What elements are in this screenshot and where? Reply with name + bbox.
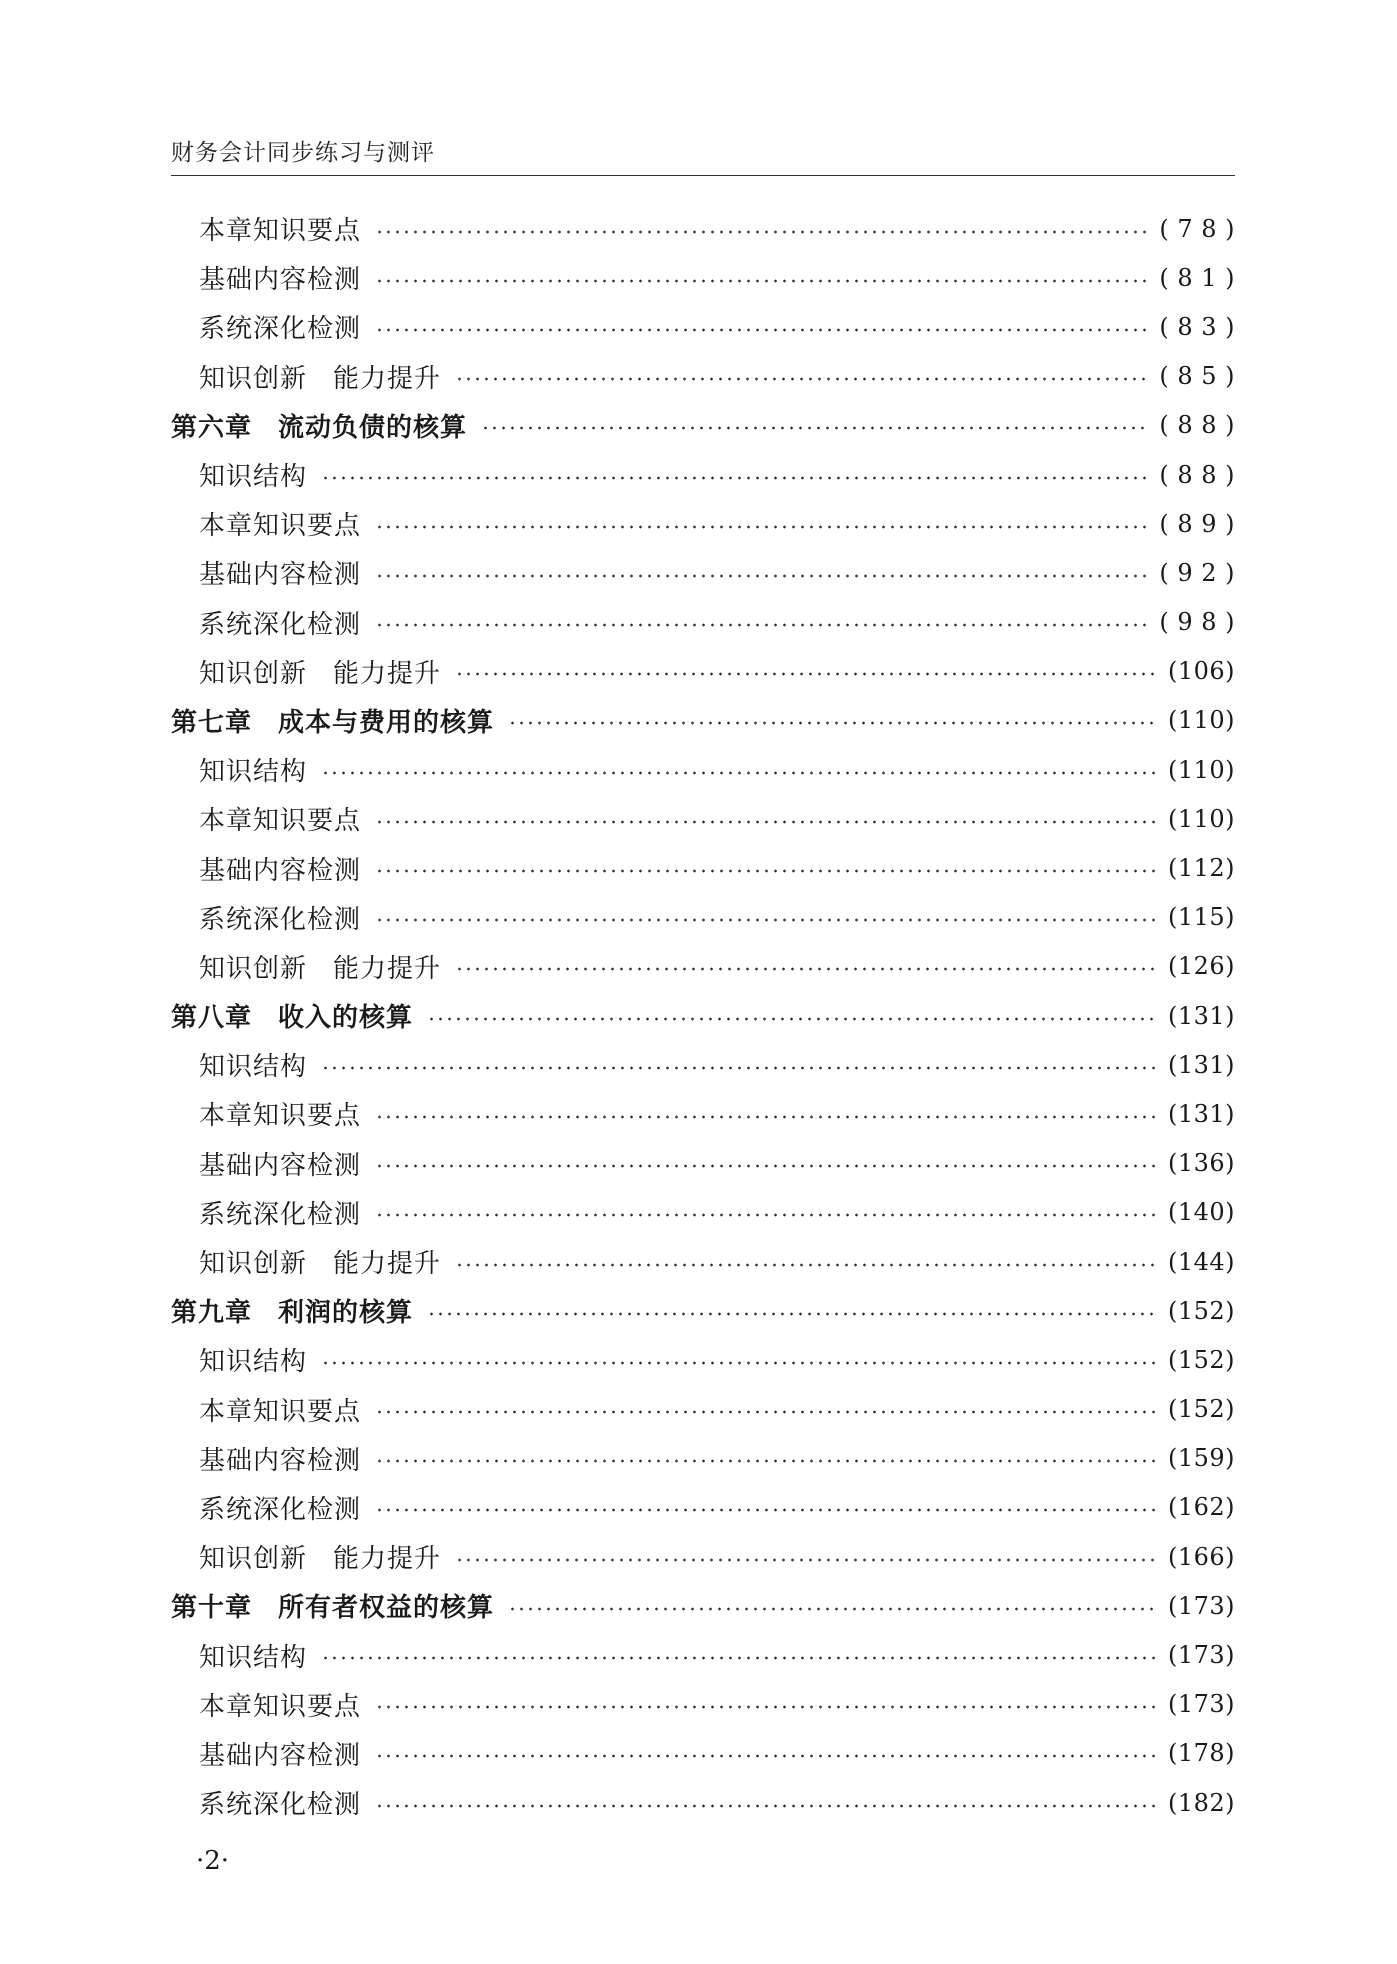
dot-leader — [375, 869, 1156, 873]
dot-leader — [375, 1804, 1156, 1808]
toc-entry-title-part1: 基础内容检测 — [199, 1445, 362, 1476]
toc-entry-title — [171, 308, 375, 345]
toc-section-row[interactable] — [171, 1040, 1235, 1089]
toc-entry-title — [171, 210, 375, 247]
toc-page-number: (159) — [1167, 1444, 1235, 1473]
dot-leader — [375, 574, 1147, 578]
dot-leader — [375, 525, 1147, 529]
toc-page-number: (126) — [1167, 952, 1235, 981]
toc-entry-title — [171, 1489, 375, 1526]
dot-leader — [427, 1312, 1156, 1316]
toc-page-number: (166) — [1167, 1542, 1235, 1571]
toc-entry-title — [171, 358, 455, 395]
toc-entry-title-part1: 第十章 — [171, 1593, 253, 1624]
dot-leader — [455, 672, 1156, 676]
toc-chapter-row[interactable] — [171, 1286, 1235, 1335]
toc-section-row[interactable] — [171, 302, 1235, 351]
toc-page-number: (144) — [1167, 1247, 1235, 1276]
dot-leader — [321, 1361, 1156, 1365]
toc-entry-title — [171, 1637, 321, 1674]
toc-section-row[interactable] — [171, 893, 1235, 942]
toc-section-row[interactable] — [171, 1729, 1235, 1778]
toc-entry-title-part1: 知识结构 — [199, 1052, 308, 1083]
toc-page-number: ( 9 8 ) — [1159, 608, 1235, 637]
dot-leader — [455, 1558, 1156, 1562]
toc-entry-title-part1: 系统深化检测 — [199, 314, 362, 345]
toc-entry-title-part1: 知识创新 — [199, 953, 308, 984]
dot-leader — [321, 771, 1156, 775]
toc-entry-title — [171, 505, 375, 542]
toc-entry-title — [171, 456, 321, 493]
toc-entry-title-part1: 知识创新 — [199, 1249, 308, 1280]
dot-leader — [321, 1656, 1156, 1660]
toc-entry-title-part1: 系统深化检测 — [199, 1790, 362, 1821]
toc-entry-title — [171, 1194, 375, 1231]
toc-entry-title-part1: 本章知识要点 — [199, 806, 362, 837]
toc-entry-title-part1: 知识结构 — [199, 1347, 308, 1378]
toc-entry-title-part2: 能力提升 — [333, 953, 442, 984]
toc-entry-title-part1: 本章知识要点 — [199, 1691, 362, 1722]
toc-section-row[interactable] — [171, 745, 1235, 794]
dot-leader — [455, 377, 1147, 381]
toc-entry-title-part1: 第六章 — [171, 412, 253, 443]
toc-page-number: (106) — [1167, 657, 1235, 686]
toc-entry-title-part1: 系统深化检测 — [199, 904, 362, 935]
dot-leader — [455, 1263, 1156, 1267]
toc-entry-title-part1: 本章知识要点 — [199, 1101, 362, 1132]
toc-entry-title-part1: 知识结构 — [199, 757, 308, 788]
toc-page-number: (140) — [1167, 1198, 1235, 1227]
toc-entry-title-part1: 知识创新 — [199, 1544, 308, 1575]
toc-entry-title-part1: 本章知识要点 — [199, 216, 362, 247]
toc-page-number: (131) — [1167, 1050, 1235, 1079]
toc-section-row[interactable] — [171, 1237, 1235, 1286]
toc-section-row[interactable] — [171, 598, 1235, 647]
toc-page-number: (178) — [1167, 1739, 1235, 1768]
toc-section-row[interactable] — [171, 1483, 1235, 1532]
toc-entry-title — [171, 604, 375, 641]
dot-leader — [481, 426, 1147, 430]
toc-section-row[interactable] — [171, 1385, 1235, 1434]
toc-entry-title-part1: 系统深化检测 — [199, 609, 362, 640]
toc-page-number: ( 8 3 ) — [1159, 312, 1235, 341]
toc-entry-title — [171, 1587, 508, 1624]
toc-section-row[interactable] — [171, 794, 1235, 843]
toc-page-number: ( 9 2 ) — [1159, 558, 1235, 587]
toc-page-number: ( 7 8 ) — [1159, 214, 1235, 243]
toc-entry-title-part2: 收入的核算 — [278, 1003, 414, 1034]
toc-entry-title-part1: 基础内容检测 — [199, 265, 362, 296]
dot-leader — [427, 1017, 1156, 1021]
dot-leader — [375, 1115, 1156, 1119]
toc-page-number: ( 8 5 ) — [1159, 362, 1235, 391]
toc-entry-title — [171, 1735, 375, 1772]
dot-leader — [375, 230, 1147, 234]
table-of-contents — [171, 204, 1235, 1827]
toc-entry-title-part1: 知识创新 — [199, 658, 308, 689]
toc-entry-title — [171, 1046, 321, 1083]
toc-section-row[interactable] — [171, 1139, 1235, 1188]
dot-leader — [321, 476, 1147, 480]
toc-page-number: (173) — [1167, 1641, 1235, 1670]
toc-page-number: (152) — [1167, 1345, 1235, 1374]
toc-entry-title-part2: 能力提升 — [333, 363, 442, 394]
toc-entry-title — [171, 653, 455, 690]
toc-entry-title-part1: 知识创新 — [199, 363, 308, 394]
page-number — [196, 1846, 229, 1876]
dot-leader — [321, 1066, 1156, 1070]
toc-entry-title-part1: 基础内容检测 — [199, 1740, 362, 1771]
toc-page-number: (162) — [1167, 1493, 1235, 1522]
toc-page-number: (136) — [1167, 1149, 1235, 1178]
toc-entry-title — [171, 1784, 375, 1821]
toc-section-row[interactable] — [171, 1434, 1235, 1483]
toc-entry-title — [171, 407, 481, 444]
toc-entry-title — [171, 1145, 375, 1182]
toc-entry-title-part2: 利润的核算 — [278, 1298, 414, 1329]
toc-entry-title-part1: 知识结构 — [199, 1642, 308, 1673]
toc-entry-title — [171, 1538, 455, 1575]
toc-page-number: ( 8 8 ) — [1159, 411, 1235, 440]
toc-section-row[interactable] — [171, 1188, 1235, 1237]
toc-entry-title — [171, 1391, 375, 1428]
toc-entry-title — [171, 850, 375, 887]
toc-page-number: ( 8 8 ) — [1159, 460, 1235, 489]
toc-section-row[interactable] — [171, 647, 1235, 696]
toc-section-row[interactable] — [171, 1089, 1235, 1138]
toc-entry-title — [171, 997, 427, 1034]
toc-page-number: (112) — [1167, 854, 1235, 883]
page-number-text: ·2· — [196, 1846, 230, 1876]
toc-page-number: (131) — [1167, 1099, 1235, 1128]
toc-page-number: (110) — [1167, 804, 1235, 833]
toc-entry-title-part2: 所有者权益的核算 — [278, 1593, 495, 1624]
toc-entry-title-part2: 成本与费用的核算 — [278, 707, 495, 738]
dot-leader — [375, 279, 1147, 283]
toc-chapter-row[interactable] — [171, 991, 1235, 1040]
dot-leader — [508, 1607, 1156, 1611]
toc-section-row[interactable] — [171, 1630, 1235, 1679]
toc-entry-title-part2: 流动负债的核算 — [278, 412, 468, 443]
toc-chapter-row[interactable] — [171, 1581, 1235, 1630]
toc-page-number: (152) — [1167, 1395, 1235, 1424]
toc-entry-title-part2: 能力提升 — [333, 1544, 442, 1575]
toc-entry-title-part1: 系统深化检测 — [199, 1494, 362, 1525]
toc-entry-title-part1: 本章知识要点 — [199, 511, 362, 542]
toc-section-row[interactable] — [171, 253, 1235, 302]
toc-entry-title-part1: 本章知识要点 — [199, 1396, 362, 1427]
toc-chapter-row[interactable] — [171, 401, 1235, 450]
toc-section-row[interactable] — [171, 204, 1235, 253]
toc-entry-title — [171, 899, 375, 936]
toc-entry-title — [171, 948, 455, 985]
toc-entry-title — [171, 1686, 375, 1723]
toc-page-number: ( 8 9 ) — [1159, 509, 1235, 538]
dot-leader — [375, 1508, 1156, 1512]
toc-section-row[interactable] — [171, 352, 1235, 401]
toc-page-number: ( 8 1 ) — [1159, 263, 1235, 292]
dot-leader — [455, 967, 1156, 971]
dot-leader — [375, 1459, 1156, 1463]
toc-entry-title-part1: 基础内容检测 — [199, 1150, 362, 1181]
toc-entry-title-part1: 知识结构 — [199, 462, 308, 493]
toc-chapter-row[interactable] — [171, 696, 1235, 745]
dot-leader — [375, 1754, 1156, 1758]
toc-page-number: (173) — [1167, 1591, 1235, 1620]
toc-entry-title — [171, 1292, 427, 1329]
toc-page-number: (131) — [1167, 1001, 1235, 1030]
running-header-title: 财务会计同步练习与测评 — [171, 140, 435, 166]
dot-leader — [375, 1410, 1156, 1414]
dot-leader — [375, 328, 1147, 332]
toc-section-row[interactable] — [171, 1335, 1235, 1384]
page-header — [171, 128, 1235, 176]
dot-leader — [375, 623, 1147, 627]
toc-entry-title-part1: 基础内容检测 — [199, 560, 362, 591]
toc-section-row[interactable] — [171, 942, 1235, 991]
toc-entry-title — [171, 259, 375, 296]
dot-leader — [375, 1164, 1156, 1168]
toc-page-number: (110) — [1167, 706, 1235, 735]
toc-page-number: (182) — [1167, 1788, 1235, 1817]
toc-entry-title — [171, 1095, 375, 1132]
toc-page-number: (152) — [1167, 1296, 1235, 1325]
toc-entry-title — [171, 800, 375, 837]
toc-entry-title-part2: 能力提升 — [333, 658, 442, 689]
dot-leader — [508, 721, 1156, 725]
toc-entry-title — [171, 702, 508, 739]
toc-section-row[interactable] — [171, 1680, 1235, 1729]
toc-section-row[interactable] — [171, 548, 1235, 597]
toc-section-row[interactable] — [171, 450, 1235, 499]
dot-leader — [375, 1213, 1156, 1217]
toc-entry-title-part1: 第九章 — [171, 1298, 253, 1329]
toc-entry-title-part1: 基础内容检测 — [199, 855, 362, 886]
toc-page-number: (173) — [1167, 1690, 1235, 1719]
toc-page-number: (115) — [1167, 903, 1235, 932]
dot-leader — [375, 918, 1156, 922]
toc-section-row[interactable] — [171, 499, 1235, 548]
toc-entry-title-part1: 第七章 — [171, 707, 253, 738]
toc-entry-title — [171, 1440, 375, 1477]
dot-leader — [375, 820, 1156, 824]
toc-section-row[interactable] — [171, 843, 1235, 892]
toc-entry-title-part2: 能力提升 — [333, 1249, 442, 1280]
toc-entry-title — [171, 1243, 455, 1280]
toc-entry-title — [171, 751, 321, 788]
toc-entry-title-part1: 第八章 — [171, 1003, 253, 1034]
toc-section-row[interactable] — [171, 1778, 1235, 1827]
toc-entry-title-part1: 系统深化检测 — [199, 1199, 362, 1230]
toc-page-number: (110) — [1167, 755, 1235, 784]
toc-entry-title — [171, 554, 375, 591]
toc-section-row[interactable] — [171, 1532, 1235, 1581]
dot-leader — [375, 1705, 1156, 1709]
toc-entry-title — [171, 1341, 321, 1378]
